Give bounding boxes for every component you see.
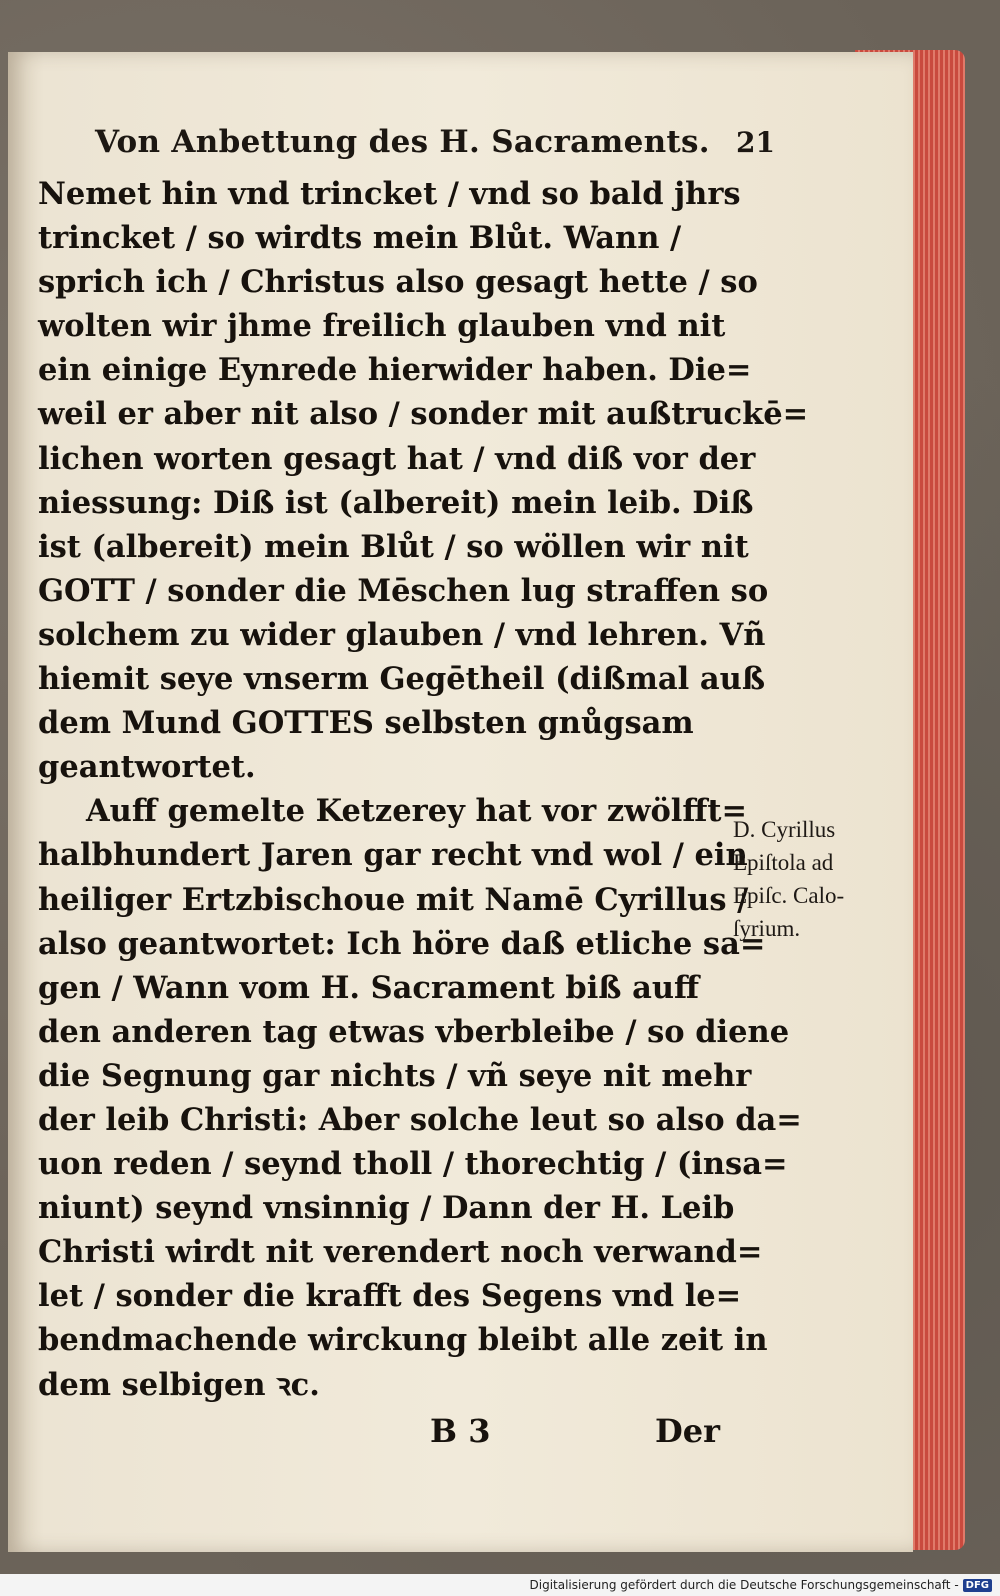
text-line: solchem zu wider glauben / vnd lehren. Vñ bbox=[38, 616, 766, 653]
marginal-note-line: ſyrium. bbox=[733, 916, 801, 941]
marginal-note-line: D. Cyrillus bbox=[733, 817, 836, 842]
text-line: niunt) seynd vnsinnig / Dann der H. Leib bbox=[38, 1190, 735, 1227]
text-line: den anderen tag etwas vberbleibe / so diene bbox=[38, 1013, 790, 1050]
text-line: trincket / so wirdts mein Blůt. Wann / bbox=[38, 220, 682, 257]
text-line: let / sonder die krafft des Segens vnd le= bbox=[38, 1278, 742, 1315]
text-line: geantwortet. bbox=[38, 749, 256, 786]
text-line: halbhundert Jaren gar recht vnd wol / ein bbox=[38, 837, 748, 874]
text-line: bendmachende wirckung bleibt alle zeit in bbox=[38, 1322, 768, 1359]
text-line: hiemit seye vnserm Gegētheil (dißmal auß bbox=[38, 661, 765, 698]
digitization-credit bbox=[0, 1574, 1000, 1596]
text-line: Christi wirdt nit verendert noch verwand= bbox=[38, 1234, 763, 1271]
text-line: Nemet hin vnd trincket / vnd so bald jhrs bbox=[38, 176, 741, 212]
page-footer bbox=[410, 1412, 720, 1462]
running-head-title: Von Anbettung des H. Sacraments. bbox=[95, 124, 710, 160]
marginal-note bbox=[733, 813, 883, 945]
text-line: gen / Wann vom H. Sacrament biß auff bbox=[38, 969, 700, 1006]
credit-text: Digitalisierung gefördert durch die Deutsche Forschungsgemeinschaft - bbox=[529, 1578, 959, 1592]
text-line: ein einige Eynrede hierwider haben. Die= bbox=[38, 352, 752, 389]
text-line: lichen worten gesagt hat / vnd diß vor der bbox=[38, 440, 756, 477]
running-head bbox=[95, 124, 775, 160]
text-line: die Segnung gar nichts / vñ seye nit mehr bbox=[38, 1057, 752, 1094]
catchword: Der bbox=[655, 1412, 720, 1450]
dfg-logo-icon: DFG bbox=[963, 1579, 992, 1592]
text-line: heiliger Ertzbischoue mit Namē Cyrillus / bbox=[38, 881, 749, 918]
text-line: uon reden / seynd tholl / thorechtig / (insa= bbox=[38, 1146, 788, 1183]
text-line: der leib Christi: Aber solche leut so also da= bbox=[38, 1101, 802, 1138]
text-line: sprich ich / Christus also gesagt hette / so bbox=[38, 264, 758, 301]
text-line: weil er aber nit also / sonder mit außtruckē= bbox=[38, 396, 809, 433]
page-number: 21 bbox=[736, 126, 775, 159]
marginal-note-line: Epiſtola ad bbox=[733, 850, 834, 875]
paragraph-1 bbox=[38, 172, 809, 789]
text-line: wolten wir jhme freilich glauben vnd nit bbox=[38, 308, 726, 345]
text-line: niessung: Diß ist (albereit) mein leib. Diß bbox=[38, 484, 754, 521]
text-line: ist (albereit) mein Blůt / so wöllen wir nit bbox=[38, 528, 749, 565]
signature-mark: B 3 bbox=[430, 1412, 491, 1450]
text-line: dem Mund GOTTES selbsten gnůgsam bbox=[38, 705, 694, 742]
text-line: dem selbigen ꝛc. bbox=[38, 1366, 320, 1403]
text-line: also geantwortet: Ich höre daß etliche sa= bbox=[38, 925, 766, 962]
text-line: Auff gemelte Ketzerey hat vor zwölfft= bbox=[86, 793, 748, 830]
text-line: GOTT / sonder die Mēschen lug straffen so bbox=[38, 572, 769, 609]
marginal-note-line: Epiſc. Calo- bbox=[733, 883, 845, 908]
